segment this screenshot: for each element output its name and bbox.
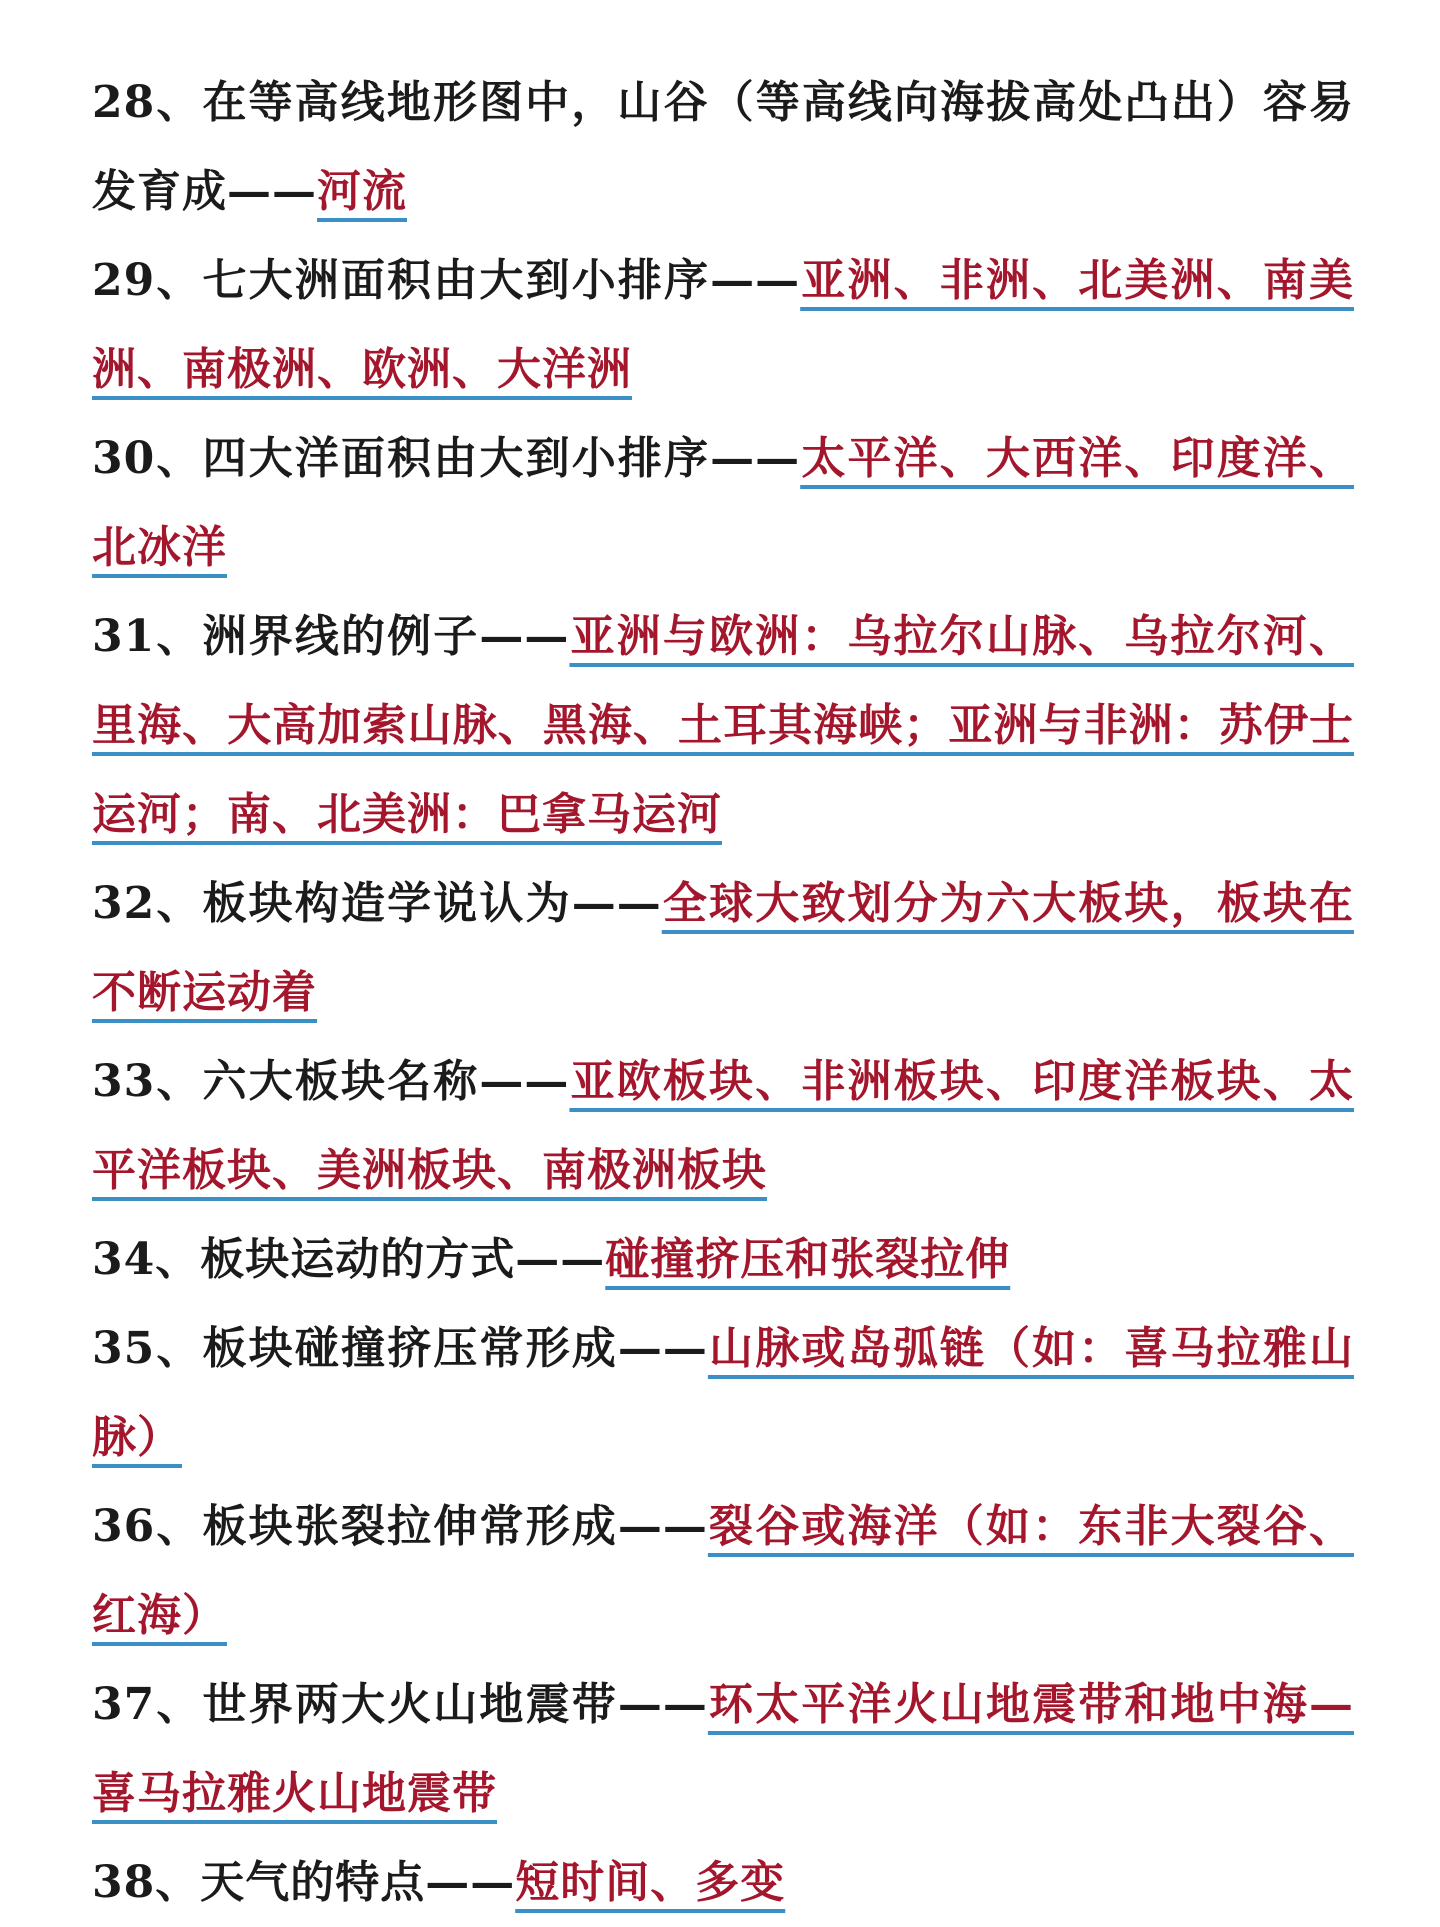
answer-text: 亚洲、非洲、北美洲、南美洲、南极洲、欧洲、大洋洲: [92, 255, 1354, 395]
question-text: 31、洲界线的例子——: [92, 611, 570, 662]
list-item-34: [92, 1215, 1354, 1304]
list-item-35: [92, 1304, 1354, 1482]
answer-text: 山脉或岛弧链（如：喜马拉雅山脉）: [92, 1323, 1354, 1463]
answer-text: 短时间、多变: [515, 1857, 786, 1908]
question-text: 33、六大板块名称——: [92, 1056, 570, 1107]
question-text: 37、世界两大火山地震带——: [92, 1679, 708, 1730]
answer-text: 太平洋、大西洋、印度洋、北冰洋: [92, 433, 1354, 573]
list-item-37: [92, 1660, 1354, 1838]
answer-text: 亚欧板块、非洲板块、印度洋板块、太平洋板块、美洲板块、南极洲板块: [92, 1056, 1354, 1196]
list-item-28: [92, 58, 1354, 236]
question-text: 32、板块构造学说认为——: [92, 878, 662, 929]
answer-text: 裂谷或海洋（如：东非大裂谷、红海）: [92, 1501, 1354, 1641]
question-text: 30、四大洋面积由大到小排序——: [92, 433, 801, 484]
answer-text: 亚洲与欧洲：乌拉尔山脉、乌拉尔河、里海、大高加索山脉、黑海、土耳其海峡；亚洲与非洲：苏伊士运河；南、北美洲：巴拿马运河: [92, 611, 1354, 840]
answer-text: 全球大致划分为六大板块，板块在不断运动着: [92, 878, 1355, 1018]
list-item-38: [92, 1838, 1354, 1927]
answer-text: 河流: [317, 166, 407, 217]
question-text: 35、板块碰撞挤压常形成——: [92, 1323, 708, 1374]
list-item-32: [92, 859, 1354, 1037]
list-item-31: [92, 592, 1354, 859]
question-text: 36、板块张裂拉伸常形成——: [92, 1501, 708, 1552]
question-text: 38、天气的特点——: [92, 1857, 516, 1908]
list-item-33: [92, 1037, 1354, 1215]
answer-text: 碰撞挤压和张裂拉伸: [605, 1234, 1011, 1285]
question-text: 29、七大洲面积由大到小排序——: [92, 255, 801, 306]
question-text: 28、在等高线地形图中，山谷（等高线向海拔高处凸出）容易发育成——: [92, 77, 1354, 217]
list-item-36: [92, 1482, 1354, 1660]
question-text: 34、板块运动的方式——: [92, 1234, 606, 1285]
document-page: [92, 58, 1354, 1927]
list-item-29: [92, 236, 1354, 414]
answer-text: 环太平洋火山地震带和地中海—喜马拉雅火山地震带: [92, 1679, 1354, 1819]
list-item-30: [92, 414, 1354, 592]
